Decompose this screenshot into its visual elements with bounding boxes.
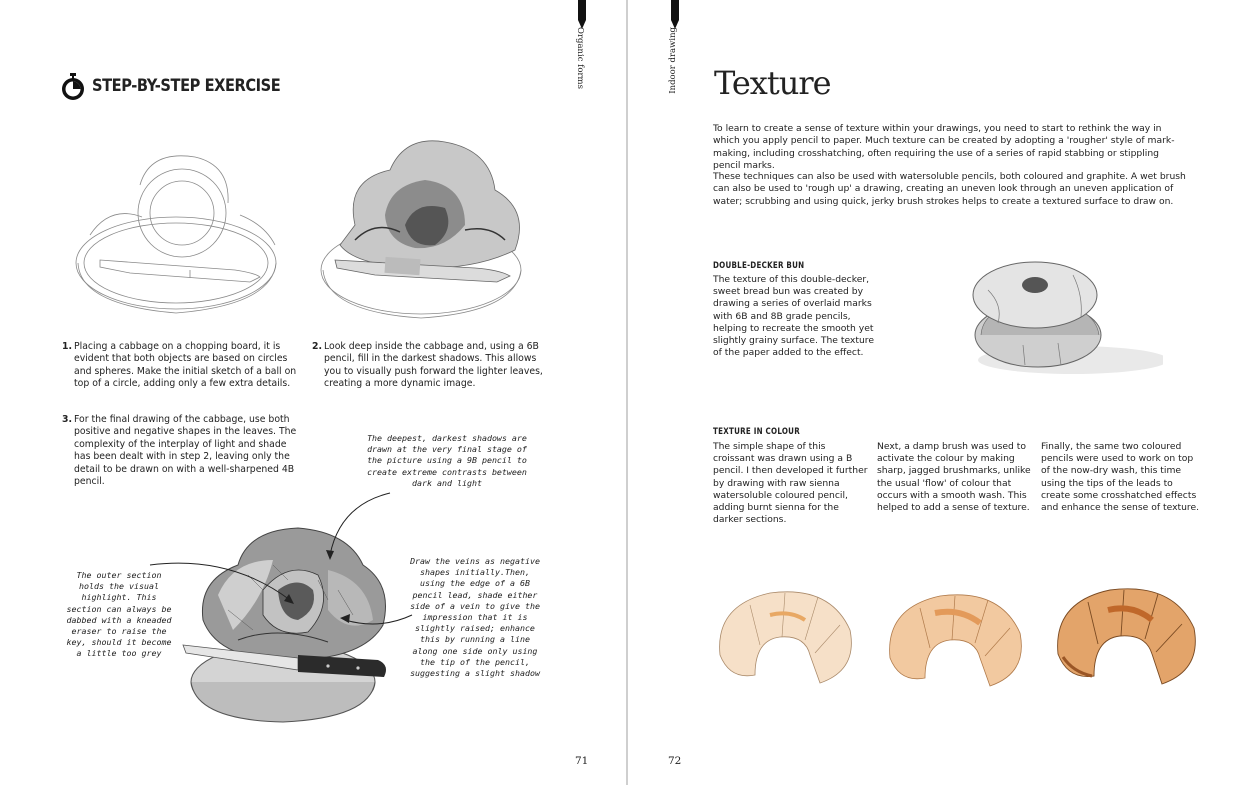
- pencil-marker-icon: [575, 0, 589, 30]
- running-head: Organic forms: [575, 27, 585, 89]
- colour-column-3: Finally, the same two coloured pencils were used to work on top of the now-dry wash, this time using the tips of the leads to create some crosshatched effects and enhance the sense of texture.: [1041, 441, 1200, 514]
- step-2-number: 2.: [312, 341, 323, 352]
- step-3-number: 3.: [62, 414, 73, 425]
- exercise-label: STEP-BY-STEP EXERCISE: [92, 76, 281, 96]
- page-title: Texture: [714, 64, 831, 102]
- bun-heading: DOUBLE-DECKER BUN: [713, 260, 805, 270]
- pencil-marker-icon: [668, 0, 682, 30]
- outer-section-annotation: The outer section holds the visual highlight. This section can always be dabbed with a kneaded eraser to raise the key, should it become a little too grey: [66, 570, 172, 659]
- step-1-caption: [62, 341, 297, 391]
- cabbage-sketch-step1: [70, 145, 285, 320]
- step-1-number: 1.: [62, 341, 73, 352]
- step-3-caption: [62, 414, 297, 488]
- colour-column-1: The simple shape of this croissant was drawn using a B pencil. I then developed it further by drawing with raw sienna watersoluble coloured pencil, adding burnt sienna for the darker sections.: [713, 441, 868, 526]
- page-number: 71: [575, 755, 589, 767]
- step-3-text: For the final drawing of the cabbage, use both positive and negative shapes in the leaves. The complexity of the interplay of light and shade has been dealt with in step 2, leaving only the detail to be drawn on with a well-sharpened 4B pencil.: [74, 414, 297, 488]
- intro-paragraph: To learn to create a sense of texture within your drawings, you need to start to rethink the way in which you apply pencil to paper. Much texture can be created by adopting a 'rougher' style of mark-making, including crosshatching, often requiring the use of a series of rapid stabbing or stippling pencil marks.: [713, 123, 1175, 171]
- page-number: 72: [668, 755, 682, 767]
- croissant-stage-3: [1048, 572, 1208, 697]
- left-page: [0, 0, 627, 785]
- step-2-text: Look deep inside the cabbage and, using a 6B pencil, fill in the darkest shadows. This allows you to visually push forward the lighter leaves, creating a more dynamic image.: [324, 341, 543, 390]
- bun-text: The texture of this double-decker, sweet bread bun was created by drawing a series of overlaid marks with 6B and 8B grade pencils, helping to recreate the smooth yet slightly grainy surface. The texture of the paper added to the effect.: [713, 274, 875, 359]
- bun-drawing: [963, 255, 1163, 380]
- croissant-stage-2: [880, 578, 1030, 698]
- step-2-caption: [312, 341, 550, 391]
- colour-column-2: Next, a damp brush was used to activate the colour by making sharp, jagged brushmarks, unlike the usual 'flow' of colour that occurs with a smooth wash. This helped to add a sense of texture.: [877, 441, 1031, 514]
- croissant-stage-1: [710, 575, 860, 695]
- cabbage-drawing-final: [178, 520, 398, 725]
- right-page: [628, 0, 1256, 785]
- colour-heading: TEXTURE IN COLOUR: [713, 426, 800, 436]
- cabbage-sketch-step2: [315, 130, 530, 325]
- step-1-text: Placing a cabbage on a chopping board, it is evident that both objects are based on circles and spheres. Make the initial sketch of a ball on top of a circle, adding only a few extra details.: [74, 341, 297, 390]
- stopwatch-icon: [60, 73, 86, 101]
- running-head: Indoor drawing: [668, 27, 678, 94]
- veins-annotation: Draw the veins as negative shapes initially.Then, using the edge of a 6B pencil lead, shade either side of a vein to give the impression that it is slightly raised; enhance this by running a line along one side only using the tip of the pencil, suggesting a slight shadow: [410, 556, 540, 679]
- second-paragraph: These techniques can also be used with watersoluble pencils, both coloured and graphite. A wet brush can also be used to 'rough up' a drawing, creating an uneven look through an uneven application of water; scrubbing and using quick, jerky brush strokes helps to create a textured surface to draw on.: [713, 171, 1186, 207]
- shadows-annotation: The deepest, darkest shadows are drawn at the very final stage of the picture using a 9B pencil to create extreme contrasts between dark and light: [367, 433, 527, 488]
